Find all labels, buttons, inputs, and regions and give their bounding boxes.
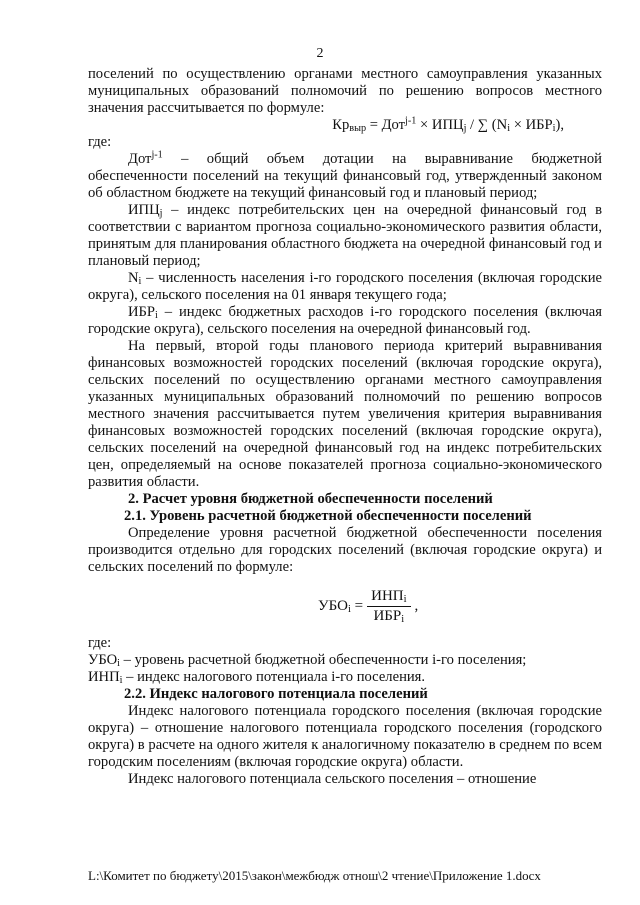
paragraph-2-2-a: Индекс налогового потенциала городского поселения (включая городские округа) – отношение налогового потенциала городского поселения (городского округа) в расчете на одного жителя к аналогичному показателю в среднем по всем городским поселениям (включая городские округа) области. [88,703,602,770]
def-dot: Дот$^{j-1}$ – общий объем дотации на выравнивание бюджетной обеспеченности поселений на текущий финансовый год, утвержденный законом об областном бюджете на текущий финансовый год и плановый период; [88,149,602,201]
fraction-numerator: $ИНП_i$ [367,588,410,607]
paragraph-2-1: Определение уровня расчетной бюджетной обеспеченности поселения производится отдельно для городских поселений (включая городские округа) и сельских поселений по формуле: [88,525,602,575]
where-label: где: [88,134,112,150]
def-inp: $ИНП_i$ – индекс налогового потенциала i-го поселения. [88,669,426,687]
footer-file-path: L:\Комитет по бюджету\2015\закон\межбюдж отнош\2 чтение\Приложение 1.docx [88,868,541,883]
paragraph-2-2-b: Индекс налогового потенциала сельского поселения – отношение [128,771,537,787]
fraction [367,588,410,625]
page-number: 2 [316,46,324,61]
section-heading-2-1: 2.1. Уровень расчетной бюджетной обеспеченности поселений [124,508,532,524]
where-label-2: где: [88,635,112,651]
def-ibr: $ИБР_i$ – индекс бюджетных расходов i-го городского поселения (включая городские округа), сельского поселения на очередной финансовый год. [88,304,602,337]
section-heading-2: 2. Расчет уровня бюджетной обеспеченности поселений [128,491,493,507]
formula-ubo: $УБО_i$ = $\frac{ИНП_i}{ИБР_i}$ , [318,588,419,626]
def-ipc: $ИПЦ_j$ – индекс потребительских цен на очередной финансовый год в соответствии с вариантом прогноза социально-экономического развития области, принятым для планирования областного бюджета на очередной финансовый год и плановый период; [88,202,602,269]
formula-criterion: $Кр_{выр} = Дот^{j-1} \times ИПЦ_j$ / ∑ $(N_i \times ИБР_i)$, [332,115,564,135]
plan-paragraph: На первый, второй годы планового периода критерий выравнивания финансовых возможностей городских поселений (включая городские округа), сельских поселений по осуществлению органами местного самоуправления указанных муниципальных образований полномочий по решению вопросов местного значения рассчитывается путем увеличения критерия выравнивания финансовых возможностей городских поселений (включая городские округа), сельских поселений на очередной финансовый год на индекс потребительских цен, определяемый на основе показателей прогноза социально-экономического развития области. [88,338,602,490]
section-heading-2-2: 2.2. Индекс налогового потенциала поселений [124,686,428,702]
def-n: $N_i$ – численность населения i-го городского поселения (включая городские округа), сельского поселения на 01 января текущего года; [88,270,602,303]
fraction-denominator: $ИБР_i$ [373,608,405,626]
intro-paragraph: поселений по осуществлению органами местного самоуправления указанных муниципальных образований полномочий по решению вопросов местного значения рассчитывается по формуле: [88,66,602,116]
document-body [88,66,602,788]
def-ubo: $УБО_i$ – уровень расчетной бюджетной обеспеченности i-го поселения; [88,652,527,670]
